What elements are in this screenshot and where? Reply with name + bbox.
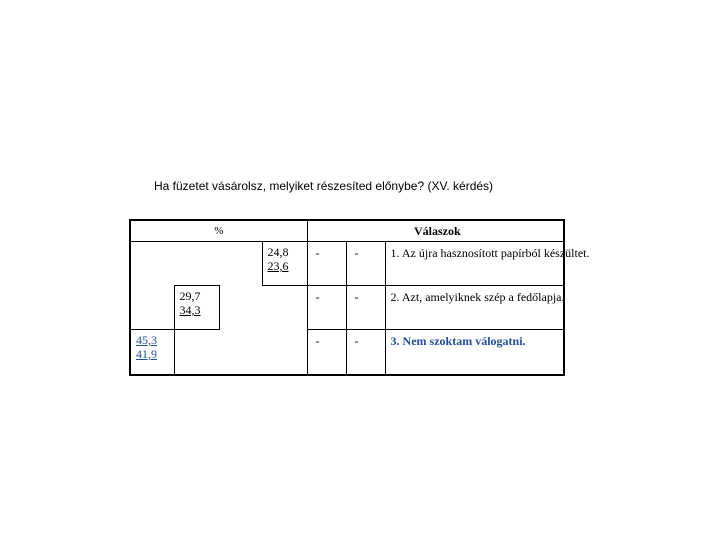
answer-2-text: 2. Azt, amelyiknek szép a fedőlapja. bbox=[385, 286, 564, 330]
answer-1-values bbox=[262, 242, 307, 286]
answer-1-dash-b: - bbox=[346, 242, 385, 286]
empty-cell bbox=[262, 286, 307, 330]
answer-3-text: 3. Nem szoktam válogatni. bbox=[385, 330, 564, 376]
table-row bbox=[130, 286, 564, 330]
answer-3-dash-a: - bbox=[307, 330, 346, 376]
answer-3-value-a: 45,3 bbox=[136, 333, 157, 347]
answer-1-value-a: 24,8 bbox=[267, 245, 289, 259]
survey-table bbox=[129, 219, 590, 376]
empty-cell bbox=[174, 330, 219, 376]
question-title: Ha füzetet vásárolsz, melyiket részesíted előnybe? (XV. kérdés) bbox=[154, 179, 494, 193]
answer-2-dash-b: - bbox=[346, 286, 385, 330]
empty-cell bbox=[219, 330, 262, 376]
answer-2-value-b: 34,3 bbox=[179, 303, 201, 317]
percent-header: % bbox=[130, 220, 307, 242]
table-row bbox=[130, 330, 564, 376]
answer-1-text: 1. Az újra hasznosított papírból készültet. bbox=[385, 242, 564, 286]
answer-2-value-a: 29,7 bbox=[179, 289, 201, 303]
empty-cell bbox=[219, 286, 262, 330]
table-row bbox=[130, 242, 564, 286]
answer-1-value-b: 23,6 bbox=[267, 259, 289, 273]
empty-cell bbox=[174, 242, 219, 286]
answers-header: Válaszok bbox=[307, 220, 564, 242]
empty-cell bbox=[130, 242, 174, 286]
answer-2-dash-a: - bbox=[307, 286, 346, 330]
table-header-row bbox=[130, 220, 564, 242]
answer-3-dash-b: - bbox=[346, 330, 385, 376]
empty-cell bbox=[130, 286, 174, 330]
answer-2-values bbox=[174, 286, 219, 330]
empty-cell bbox=[219, 242, 262, 286]
answer-1-dash-a: - bbox=[307, 242, 346, 286]
answer-3-value-b: 41,9 bbox=[136, 347, 157, 361]
answer-3-values bbox=[130, 330, 174, 376]
empty-cell bbox=[262, 330, 307, 376]
